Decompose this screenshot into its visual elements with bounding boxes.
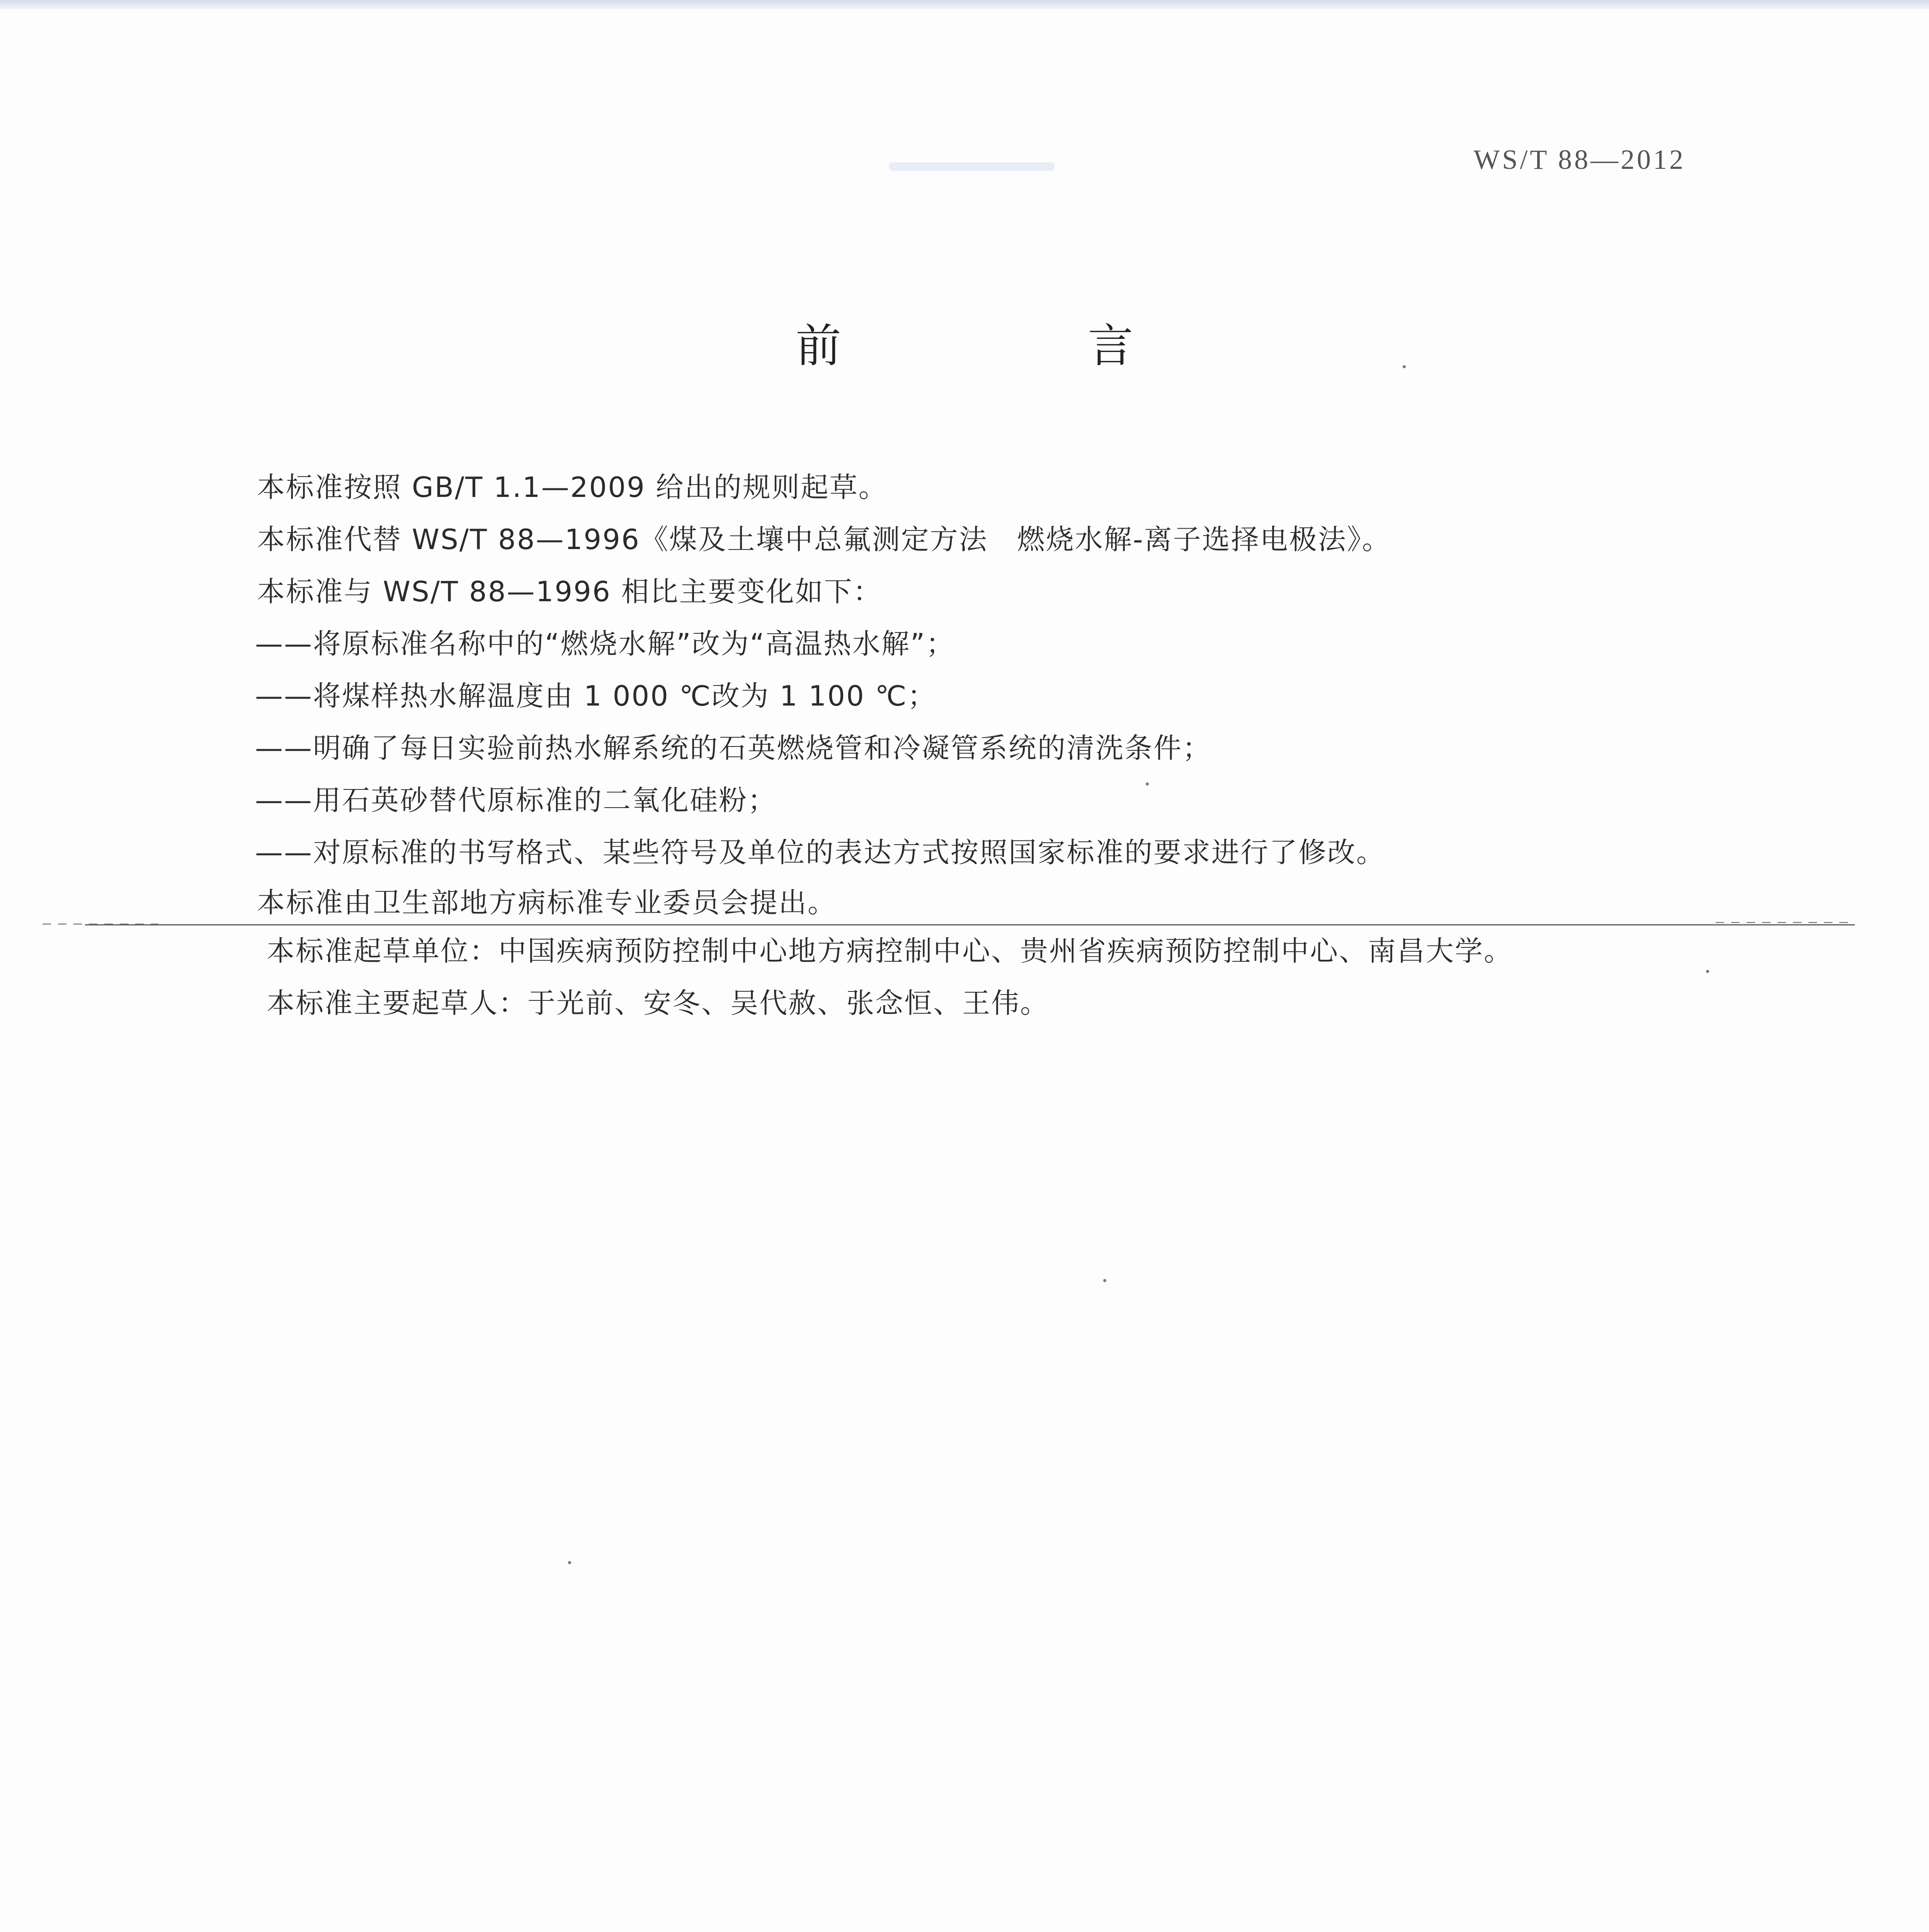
scan-speck: [1403, 365, 1406, 368]
scan-speck: [568, 1561, 571, 1564]
change-item-cleaning: ——明确了每日实验前热水解系统的石英燃烧管和冷凝管系统的清洗条件；: [255, 732, 1212, 764]
scan-speck: [1146, 782, 1149, 786]
change-item-format: ——对原标准的书写格式、某些符号及单位的表达方式按照国家标准的要求进行了修改。: [255, 836, 1386, 869]
scan-speck: [1103, 1279, 1106, 1282]
change-item-quartz-sand: ——用石英砂替代原标准的二氧化硅粉；: [255, 784, 777, 816]
page-title: 前 言: [795, 319, 1234, 372]
scan-edge: [0, 0, 1929, 9]
scan-smudge: [889, 162, 1055, 171]
paragraph-drafting-units: 本标准起草单位：中国疾病预防控制中心地方病控制中心、贵州省疾病预防控制中心、南昌大学。: [267, 935, 1513, 967]
standard-code: WS/T 88—2012: [1473, 144, 1686, 175]
scan-speck: [1706, 970, 1709, 973]
paragraph-drafters: 本标准主要起草人：于光前、安冬、吴代赦、张念恒、王伟。: [267, 987, 1050, 1019]
paragraph-changes-intro: 本标准与 WS/T 88—1996 相比主要变化如下：: [257, 575, 882, 608]
scan-line: [85, 924, 1855, 925]
paragraph-drafting-rule: 本标准按照 GB/T 1.1—2009 给出的规则起草。: [257, 471, 888, 503]
paragraph-replaces: 本标准代替 WS/T 88—1996《煤及土壤中总氟测定方法 燃烧水解-离子选择电极法》。: [257, 523, 1391, 556]
paragraph-proposer: 本标准由卫生部地方病标准专业委员会提出。: [257, 886, 837, 919]
change-item-temperature: ——将煤样热水解温度由 1 000 ℃改为 1 100 ℃；: [255, 680, 937, 712]
scan-line-right: [1716, 922, 1855, 923]
change-item-name: ——将原标准名称中的“燃烧水解”改为“高温热水解”；: [255, 628, 955, 660]
